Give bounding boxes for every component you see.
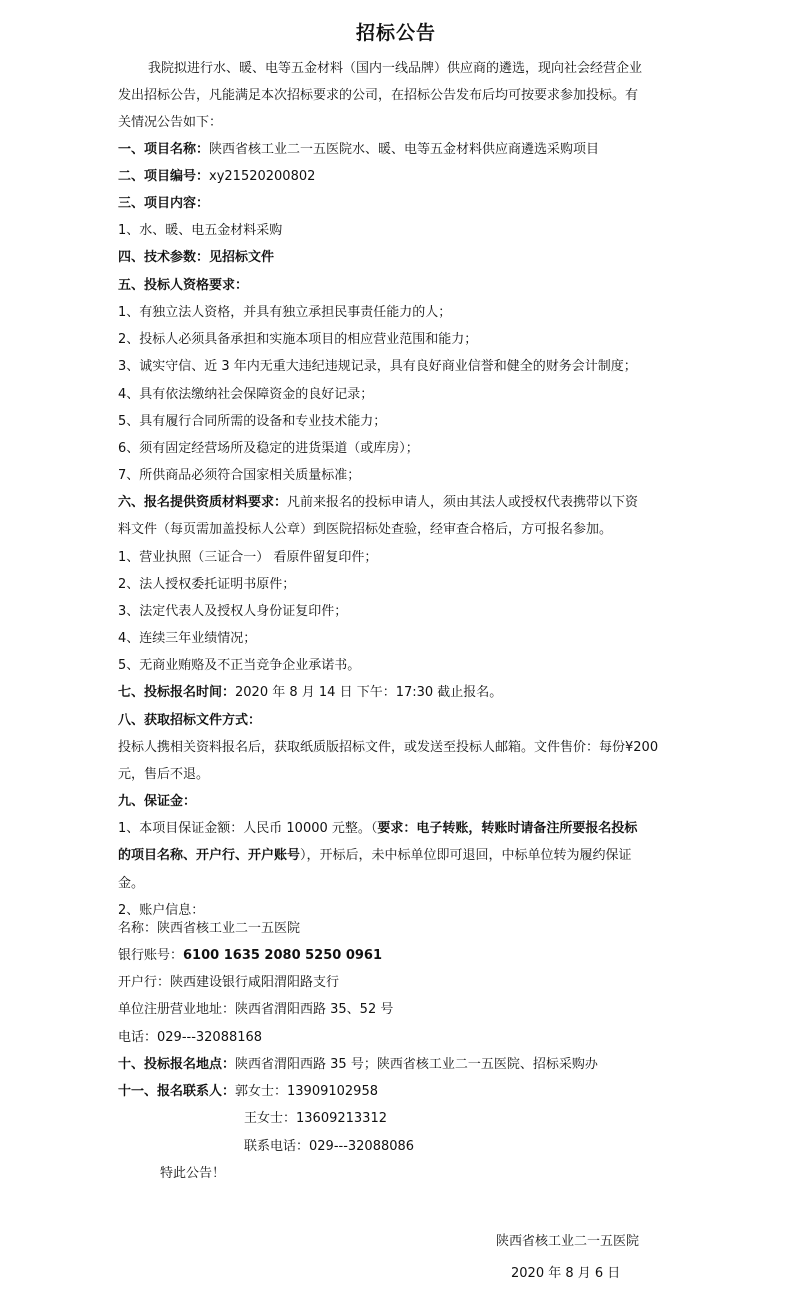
- account-info-title: 2、账户信息：: [118, 903, 205, 918]
- deposit-amount: 1、本项目保证金额：人民币 10000 元整。（: [118, 821, 378, 836]
- section-2-label: 二、项目编号：: [118, 169, 210, 184]
- section-5-item: 3、诚实守信、近 3 年内无重大违纪违规记录，具有良好商业信誉和健全的财务会计制度；: [118, 359, 637, 374]
- section-7-value: 2020 年 8 月 14 日 下午：17:30 截止报名。: [235, 685, 503, 700]
- section-6-item: 2、法人授权委托证明书原件；: [118, 577, 296, 592]
- section-6-text-2: 料文件（每页需加盖投标人公章）到医院招标处查验，经审查合格后，方可报名参加。: [118, 522, 613, 537]
- section-11: [118, 1083, 378, 1101]
- signature-date: 2020 年 8 月 6 日: [511, 1266, 621, 1281]
- section-6-text: 凡前来报名的投标申请人，须由其法人或授权代表携带以下资: [287, 495, 639, 510]
- section-2: [118, 168, 315, 186]
- section-8-text-2: 元，售后不退。: [118, 767, 210, 782]
- section-10: [118, 1056, 598, 1074]
- account-name: 名称：陕西省核工业二一五医院: [118, 921, 301, 936]
- deposit-requirement: 要求：电子转账，转账时请备注所要报名投标: [377, 821, 638, 836]
- section-5-item: 1、有独立法人资格，并具有独立承担民事责任能力的人；: [118, 305, 452, 320]
- closing-text: 特此公告！: [160, 1166, 226, 1181]
- section-3-label: 三、项目内容：: [118, 196, 210, 211]
- section-10-value: 陕西省渭阳西路 35 号；陕西省核工业二一五医院、招标采购办: [235, 1057, 598, 1072]
- section-2-value: xy21520200802: [209, 169, 316, 184]
- section-9-text-3: 金。: [118, 876, 145, 891]
- section-5-item: 7、所供商品必须符合国家相关质量标准；: [118, 468, 361, 483]
- intro-line-1: 我院拟进行水、暖、电等五金材料（国内一线品牌）供应商的遴选，现向社会经营企业: [148, 61, 643, 76]
- bank-account-label: 银行账号：: [118, 948, 184, 963]
- bank-name: 开户行：陕西建设银行咸阳渭阳路支行: [118, 975, 340, 990]
- section-9-text-2: [118, 847, 632, 865]
- contact-phone: 联系电话：029---32088086: [244, 1139, 415, 1154]
- section-5-item: 2、投标人必须具备承担和实施本项目的相应营业范围和能力；: [118, 332, 478, 347]
- contact-1: 郭女士：13909102958: [235, 1084, 378, 1099]
- document-title: 招标公告: [355, 22, 436, 44]
- section-4: 四、技术参数：见招标文件: [118, 250, 275, 265]
- section-3-item: 1、水、暖、电五金材料采购: [118, 223, 283, 238]
- deposit-refund-rule: ），开标后，未中标单位即可退回，中标单位转为履约保证: [300, 848, 632, 863]
- section-5-item: 5、具有履行合同所需的设备和专业技术能力；: [118, 414, 387, 429]
- deposit-requirement-cont: 的项目名称、开户行、开户账号: [118, 848, 301, 863]
- section-6-item: 5、无商业贿赂及不正当竞争企业承诺书。: [118, 658, 361, 673]
- phone: 电话：029---32088168: [118, 1030, 263, 1045]
- section-9-text-1: [118, 820, 637, 838]
- section-5-label: 五、投标人资格要求：: [118, 278, 249, 293]
- section-6-item: 1、营业执照（三证合一） 看原件留复印件；: [118, 550, 378, 565]
- section-7: [118, 684, 502, 702]
- section-11-label: 十一、报名联系人：: [118, 1084, 236, 1099]
- section-8-label: 八、获取招标文件方式：: [118, 713, 262, 728]
- section-10-label: 十、投标报名地点：: [118, 1057, 236, 1072]
- section-8-text-1: 投标人携相关资料报名后，获取纸质版招标文件，或发送至投标人邮箱。文件售价：每份¥200: [118, 740, 659, 755]
- section-1: [118, 141, 599, 159]
- signature-org: 陕西省核工业二一五医院: [496, 1234, 640, 1249]
- registered-address: 单位注册营业地址：陕西省渭阳西路 35、52 号: [118, 1002, 394, 1017]
- intro-line-3: 关情况公告如下：: [118, 115, 223, 130]
- bank-account-number: 6100 1635 2080 5250 0961: [183, 948, 383, 963]
- intro-line-2: 发出招标公告，凡能满足本次招标要求的公司，在招标公告发布后均可按要求参加投标。有: [118, 88, 639, 103]
- section-1-value: 陕西省核工业二一五医院水、暖、电等五金材料供应商遴选采购项目: [209, 142, 600, 157]
- bank-account: [118, 947, 382, 965]
- contact-2: 王女士：13609213312: [244, 1111, 387, 1126]
- section-6-item: 4、连续三年业绩情况；: [118, 631, 257, 646]
- section-6-item: 3、法定代表人及授权人身份证复印件；: [118, 604, 348, 619]
- section-5-item: 4、具有依法缴纳社会保障资金的良好记录；: [118, 387, 374, 402]
- section-6-label: 六、报名提供资质材料要求：: [118, 495, 288, 510]
- section-7-label: 七、投标报名时间：: [118, 685, 236, 700]
- section-6: [118, 494, 638, 512]
- section-5-item: 6、须有固定经营场所及稳定的进货渠道（或库房）；: [118, 441, 419, 456]
- section-1-label: 一、项目名称：: [118, 142, 210, 157]
- section-9-label: 九、保证金：: [118, 794, 197, 809]
